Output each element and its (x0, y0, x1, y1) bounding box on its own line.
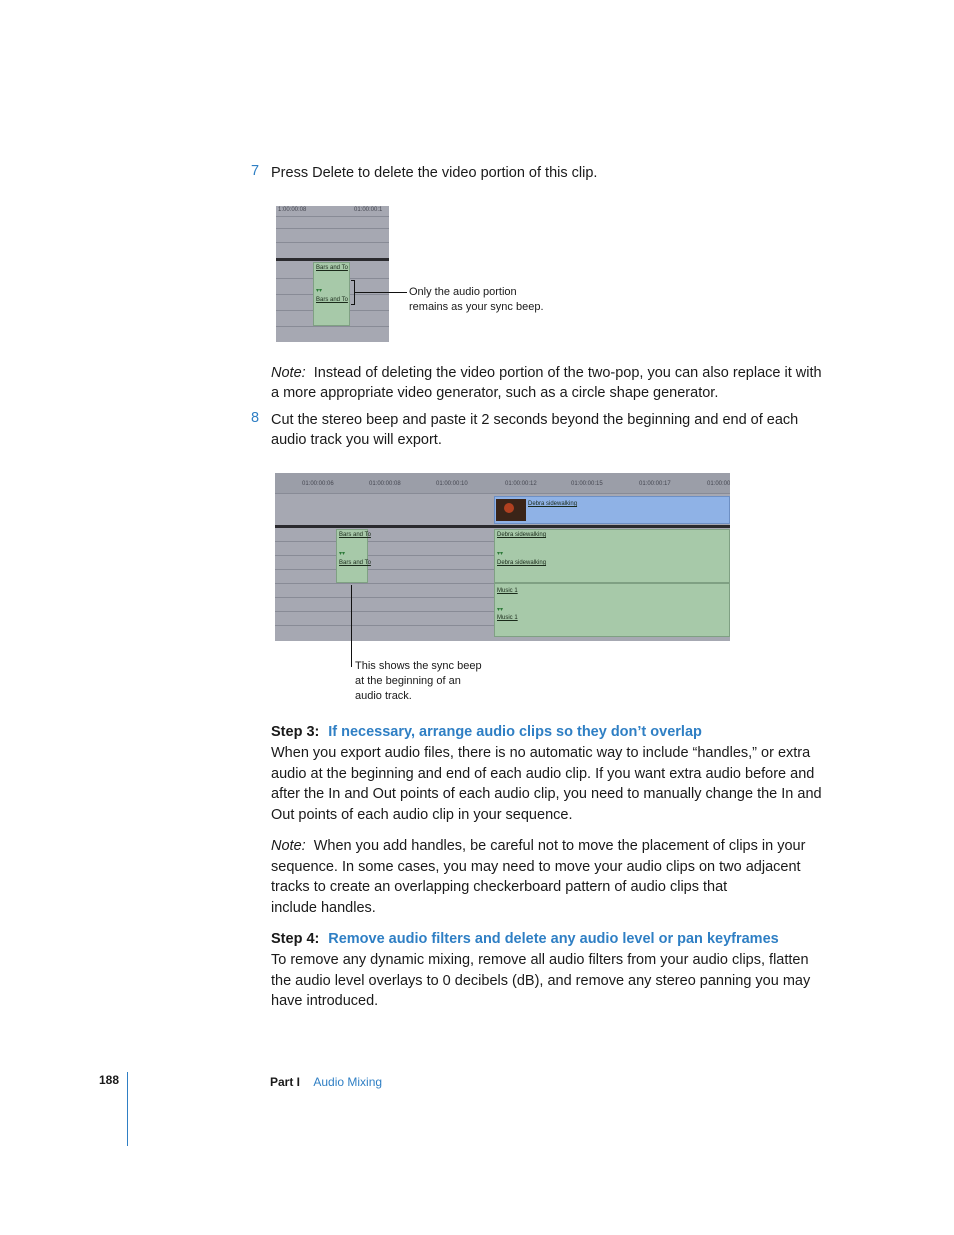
ruler-label: 01:00:00:15 (571, 481, 603, 487)
video-clip (494, 496, 730, 524)
timeline-figure-2 (275, 473, 730, 641)
step-3-heading (271, 723, 702, 741)
audio-clip (494, 529, 730, 583)
footer-part: Part I (270, 1075, 301, 1089)
clip-label: Debra sidewalking (528, 501, 578, 507)
note-label: Note: (271, 365, 306, 381)
ruler-label: 01:00:00 (707, 481, 730, 487)
note-label: Note: (271, 838, 306, 854)
audio-link-icon: ▾▾ (497, 551, 504, 557)
step-3-paragraph: When you export audio files, there is no automatic way to include “handles,” or extra audio at the beginning and end of each audio clip. If you want extra audio before and after the In and Out points of each audio clip, you need to manually change the In and Out points of each audio clip in your sequence. (271, 745, 822, 823)
audio-link-icon: ▾▾ (316, 288, 323, 294)
ruler-label: 01:00:00:12 (505, 481, 537, 487)
ruler-label: 01:00:00:10 (436, 481, 468, 487)
step-8-line-2: audio track you will export. (271, 432, 442, 448)
music-clip (494, 583, 730, 637)
step-title-link[interactable]: If necessary, arrange audio clips so they don’t overlap (328, 724, 702, 740)
footer-rule (127, 1072, 128, 1146)
sync-beep-clip (336, 529, 371, 583)
footer-section (270, 1073, 382, 1091)
timeline-figure-1 (276, 206, 389, 342)
video-thumbnail (496, 499, 526, 521)
clip-label: Bars and To (339, 560, 371, 566)
step-7-text: Press Delete to delete the video portion of this clip. (271, 165, 598, 181)
callout-text: This shows the sync beep at the beginning of an audio track. (355, 660, 482, 702)
note-text-line-2: a more appropriate video generator, such as a circle shape generator. (271, 385, 719, 401)
note-paragraph-2: Note: When you add handles, be careful not to move the placement of clips in your sequence. In some cases, you may need to move your audio clips on two adjacent tracks to create an overlapping checkerboard pattern of audio clips that include handles. (271, 838, 806, 916)
clip-label: Bars and To (316, 297, 348, 303)
ruler-label: 01:00:00:06 (302, 481, 334, 487)
audio-link-icon: ▾▾ (497, 607, 504, 613)
step-number-7: 7 (251, 163, 260, 179)
clip-label: Music 1 (497, 615, 518, 621)
step-title-link[interactable]: Remove audio filters and delete any audio level or pan keyframes (328, 931, 779, 947)
clip-label: Music 1 (497, 588, 518, 594)
callout-text: Only the audio portion remains as your sync beep. (409, 286, 544, 313)
footer-title-link[interactable]: Audio Mixing (313, 1075, 383, 1089)
step-4-heading (271, 930, 779, 948)
callout-line (355, 292, 407, 293)
note-paragraph-1 (271, 363, 831, 384)
ruler-label: 01:00:00:17 (639, 481, 671, 487)
clip-label: Debra sidewalking (497, 560, 547, 566)
step-label: Step 4: (271, 931, 320, 947)
step-number-8: 8 (251, 410, 260, 426)
sync-beep-clip (313, 262, 350, 326)
ruler-label: 01:00:00:08 (369, 481, 401, 487)
audio-link-icon: ▾▾ (339, 551, 346, 557)
clip-label: Bars and To (339, 532, 371, 538)
callout-line (351, 585, 352, 667)
step-4-paragraph: To remove any dynamic mixing, remove all audio filters from your audio clips, flatten the audio level overlays to 0 decibels (dB), and remove any stereo panning you may have introduced. (271, 952, 811, 1009)
step-8-line-1: Cut the stereo beep and paste it 2 seconds beyond the beginning and end of each (271, 412, 799, 428)
ruler-label: 01:00:00:1 (354, 207, 383, 213)
clip-label: Bars and To (316, 265, 348, 271)
clip-label: Debra sidewalking (497, 532, 547, 538)
note-text: Instead of deleting the video portion of the two-pop, you can also replace it with (313, 365, 822, 381)
step-label: Step 3: (271, 724, 320, 740)
page-number: 188 (99, 1073, 120, 1087)
ruler-label: 1:00:00:08 (278, 207, 307, 213)
